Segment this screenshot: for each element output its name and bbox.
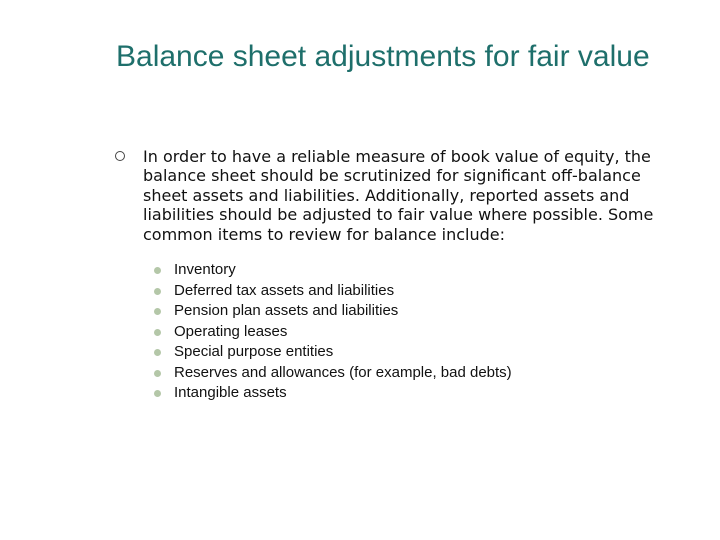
list-item-text: Deferred tax assets and liabilities bbox=[174, 281, 395, 299]
list-item-text: Operating leases bbox=[174, 322, 288, 340]
list-item-text: Reserves and allowances (for example, bad debts) bbox=[174, 363, 512, 381]
main-bullet-text: In order to have a reliable measure of book value of equity, the balance sheet should be scrutinized for significant off-balance sheet assets and liabilities. Additionally, reported assets and liabilities should be adjusted to fair value where possible. Some common items to review for balance include: bbox=[143, 147, 654, 244]
list-item bbox=[168, 281, 512, 302]
list-item bbox=[168, 363, 512, 384]
dot-bullet-icon bbox=[154, 288, 161, 295]
main-bullet-item bbox=[115, 147, 655, 244]
dot-bullet-icon bbox=[154, 349, 161, 356]
dot-bullet-icon bbox=[154, 308, 161, 315]
list-item-text: Special purpose entities bbox=[174, 343, 334, 360]
list-item bbox=[168, 301, 512, 322]
list-item bbox=[168, 322, 512, 343]
list-item-text: Pension plan assets and liabilities bbox=[174, 302, 399, 319]
list-item-text: Intangible assets bbox=[174, 384, 287, 401]
dot-bullet-icon bbox=[154, 329, 161, 336]
list-item bbox=[168, 260, 512, 281]
sub-bullet-list bbox=[168, 260, 512, 404]
list-item bbox=[168, 383, 512, 404]
dot-bullet-icon bbox=[154, 267, 161, 274]
slide-title: Balance sheet adjustments for fair value bbox=[116, 40, 650, 73]
list-item bbox=[168, 342, 512, 363]
list-item-text: Inventory bbox=[174, 261, 236, 278]
dot-bullet-icon bbox=[154, 370, 161, 377]
dot-bullet-icon bbox=[154, 390, 161, 397]
hollow-circle-bullet-icon bbox=[115, 151, 125, 161]
